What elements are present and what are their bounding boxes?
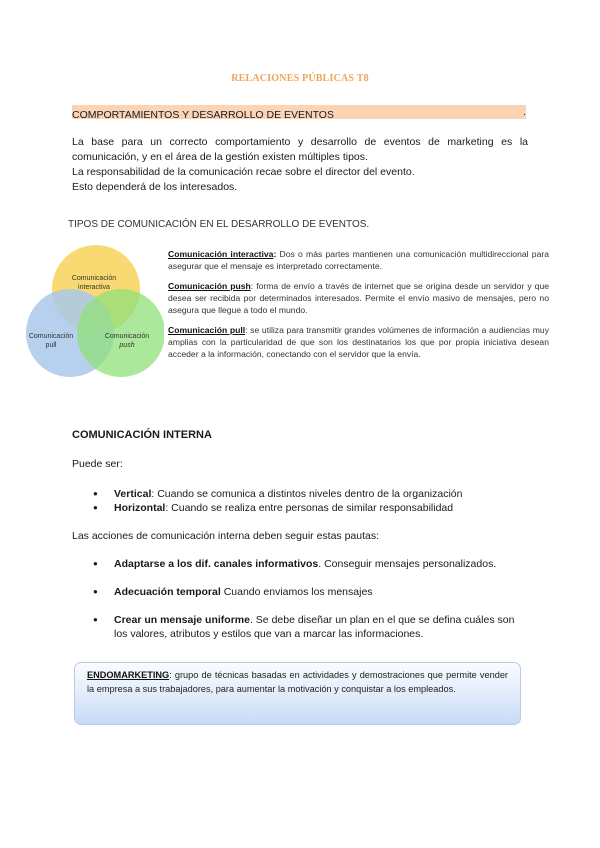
types-title: TIPOS DE COMUNICACIÓN EN EL DESARROLLO DE EVENTOS.	[68, 219, 370, 230]
venn-label-pull-2: pull	[45, 342, 57, 349]
section-trailing-dot: .	[523, 106, 526, 118]
section-heading-bar	[72, 105, 526, 119]
internal-communication-heading: COMUNICACIÓN INTERNA	[72, 429, 212, 441]
puede-ser-text: Puede ser:	[72, 458, 123, 470]
definition-interactive: Comunicación interactiva: Dos o más partes mantienen una comunicación multidireccional para asegurar que el mensaje es interpretado correctamente.	[168, 249, 549, 271]
internal-kinds-list	[93, 487, 523, 515]
intro-line: Esto dependerá de los interesados.	[72, 181, 238, 193]
list-item: ● Adecuación temporal Cuando enviamos los mensajes	[93, 585, 523, 599]
endomarketing-term: ENDOMARKETING	[87, 670, 170, 680]
guidelines-list	[93, 557, 523, 655]
venn-label-pull-1: Comunicación	[28, 333, 74, 340]
definition-push: Comunicación push: forma de envío a través de internet que se origina desde un servidor y que desea ser recibida por determinados interesados. Permite el envío masivo de mensajes, pero no asegura que llegue a todo el mundo.	[168, 281, 550, 315]
definition-term: Comunicación pull	[168, 325, 246, 335]
page-title: RELACIONES PÚBLICAS T8	[231, 73, 369, 84]
endomarketing-box	[74, 662, 521, 725]
communication-definitions	[168, 248, 549, 368]
venn-label-interactive-2: interactiva	[78, 284, 110, 291]
venn-label-push-2: push	[119, 342, 135, 349]
list-item: ● Vertical: Cuando se comunica a distintos niveles dentro de la organización	[93, 487, 523, 501]
definition-term: Comunicación push	[168, 281, 251, 291]
venn-label-push-1: Comunicación	[104, 333, 150, 340]
endomarketing-text: : grupo de técnicas basadas en actividades y demostraciones que permite vender la empresa a sus trabajadores, para aumentar la motivación y conquistar a los empleados.	[87, 670, 508, 694]
acciones-text: Las acciones de comunicación interna deben seguir estas pautas:	[72, 530, 380, 542]
venn-label-interactive-1: Comunicación	[71, 275, 117, 282]
venn-diagram	[24, 236, 164, 384]
list-item: ● Horizontal: Cuando se realiza entre personas de similar responsabilidad	[93, 501, 523, 515]
list-item: ● Adaptarse a los dif. canales informativos. Conseguir mensajes personalizados.	[93, 557, 523, 571]
definition-pull: Comunicación pull: se utiliza para transmitir grandes volúmenes de información a audiencias muy amplias con la particularidad de que son los destinatarios los que por propia iniciativa desean acceder a la información, conectando con el servidor que la envía.	[168, 325, 549, 359]
section-title: COMPORTAMIENTOS Y DESARROLLO DE EVENTOS	[72, 109, 334, 121]
intro-line: La base para un correcto comportamiento y desarrollo de eventos de marketing es la comunicación, y en el área de la gestión existen múltiples tipos.	[72, 136, 528, 163]
intro-paragraph	[72, 135, 528, 195]
list-item: ● Crear un mensaje uniforme. Se debe diseñar un plan en el que se defina cuáles son los valores, atributos y estilos que van a marcar las informaciones.	[93, 613, 523, 641]
definition-term: Comunicación interactiva	[168, 249, 274, 259]
intro-line: La responsabilidad de la comunicación recae sobre el director del evento.	[72, 166, 415, 178]
